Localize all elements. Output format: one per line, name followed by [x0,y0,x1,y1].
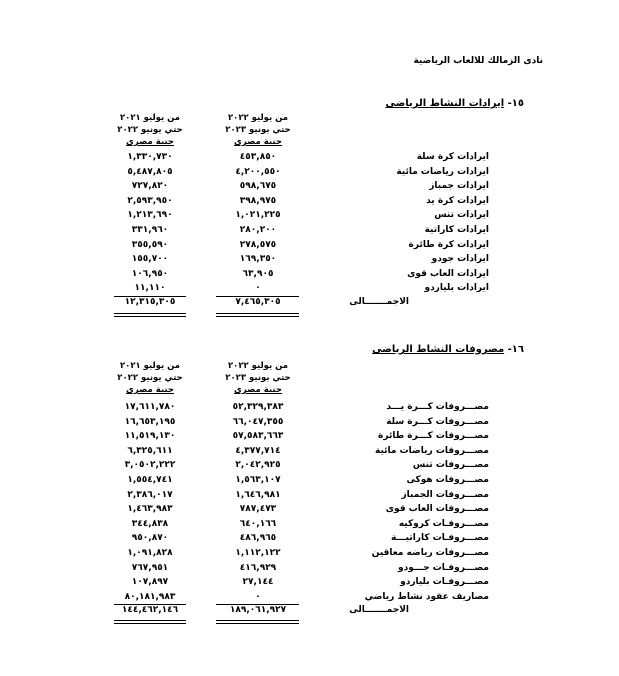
s15-total-current: ٧,٤٦٥,٣٠٥ [235,297,281,307]
section-15-number: ١٥- [507,98,524,109]
section-16-number: ١٦- [507,344,524,355]
s15-current-double-rule [216,313,299,317]
s16-prior-cell: ٩٥٠,٨٧٠ [131,533,169,544]
s15-current-header-line2: حتي يونيو ٢٠٢٣ [225,125,291,135]
s16-current-cell: ٥٢,٣٢٩,٣٨٣ [232,402,284,412]
s16-prior-cell: ٣٤٤,٨٣٨ [131,518,169,529]
s16-prior-cell: ١٠٧,٨٩٧ [131,577,169,588]
s16-prior-header-line2: حتي يونيو ٢٠٢٢ [117,373,183,383]
s16-row-label: مصاريف عقود نشاط رياضي [364,591,489,602]
s16-prior-cell: ٣,٠٥٠٢,٢٢٢ [124,460,176,471]
s15-current-cell: ٢٨٠,٢٠٠ [239,224,277,235]
s16-prior-cell: ٨٠,١٨١,٩٨٣ [124,591,176,602]
s16-row-label: مصـــروفات رياضه معاقين [371,547,489,558]
s16-total-current: ١٨٩,٠٦١,٩٢٧ [229,605,287,615]
s16-prior-cell: ١٦,٦٥٣,١٩٥ [124,416,176,427]
s15-current-cell: ٦٣,٩٠٥ [242,268,274,279]
s16-current-currency: جنية مصرى [234,385,282,395]
s16-current-cell: ٤١٦,٩٢٩ [239,562,277,573]
s15-current-cell: ١٦٩,٣٥٠ [239,254,277,265]
section-16-title [372,344,524,355]
s16-prior-double-rule [114,620,186,624]
s15-prior-cell: ١٥٥,٧٠٠ [131,254,169,265]
s15-total-label: الاجمـــــــالى [349,297,409,307]
s16-label-column [339,400,489,604]
s15-row-label: ايرادات جمباز [429,181,489,192]
s15-current-header [222,112,294,148]
s15-row-label: ايرادات رياضات مائية [396,166,489,177]
s15-prior-cell: ٥,٤٨٧,٨٠٥ [127,166,173,177]
s15-row-label: ايرادات تنس [434,210,489,221]
s16-prior-column [114,400,186,604]
s16-total-label: الاجمـــــــالى [349,605,409,615]
s15-row-label: ايرادات كرة يد [426,195,489,206]
s16-current-cell: ١,٦٤٦,٩٨١ [235,489,281,500]
s16-row-label: مصـــروفات كـــرة طائرة [378,431,489,442]
s15-label-column [339,150,489,296]
s16-prior-cell: ١,٤٦٣,٩٨٣ [127,504,173,515]
s16-current-header-line1: من يوليو ٢٠٢٢ [227,361,289,371]
s15-current-cell: ٣٩٨,٩٧٥ [239,195,277,206]
s15-current-header-line1: من يوليو ٢٠٢٢ [227,113,289,123]
s16-row-label: مصـــروفـات جـــودو [398,562,489,573]
s16-current-cell: ٢,٠٤٢,٩٢٥ [235,460,281,471]
s15-row-label: ايرادات جودو [431,254,489,265]
s16-row-label: مصـــروفات كـــرة سلة [386,416,489,427]
section-15-title-text: ايرادات النشاط الرياضى [385,98,505,109]
section-16-title-text: مصروفات النشاط الرياضى [372,344,505,355]
s15-row-label: ايرادات بلياردو [424,283,489,294]
s15-prior-header-line2: حتي يونيو ٢٠٢٢ [117,125,183,135]
club-name: نادى الزمالك للالعاب الرياضية [413,56,543,66]
s15-current-cell: ٠ [255,283,261,294]
s15-prior-column [114,150,186,296]
s15-row-label: ايرادات كرة طائرة [408,239,489,250]
s16-prior-cell: ١٧,٦١١,٧٨٠ [124,402,176,412]
s16-current-cell: ٢٧,١٤٤ [242,577,274,588]
s16-row-label: مصـــروفـات كروكيه [398,518,489,529]
s16-current-column [222,400,294,604]
s16-row-label: مصـــروفات هوكى [406,474,489,485]
s16-current-cell: ٦٦,٠٤٧,٣٥٥ [232,416,284,427]
s15-current-column [222,150,294,296]
s16-prior-cell: ٦,٣٢٥,٦١١ [127,445,173,456]
s16-current-double-rule [216,620,299,624]
s15-prior-header-line1: من يوليو ٢٠٢١ [119,113,181,123]
s15-prior-cell: ٧٢٧,٨٢٠ [131,181,169,192]
s16-row-label: مصـــروفات تنس [412,460,489,471]
s15-prior-cell: ١٠٦,٩٥٠ [131,268,169,279]
s16-prior-header-line1: من يوليو ٢٠٢١ [119,361,181,371]
s15-current-currency: جنية مصرى [234,137,282,147]
s16-prior-currency: جنية مصرى [126,385,174,395]
s16-prior-cell: ٧٦٧,٩٥١ [131,562,169,573]
s16-current-header-line2: حتي يونيو ٢٠٢٣ [225,373,291,383]
s15-total-prior: ١٢,٣١٥,٣٠٥ [124,297,176,307]
s15-prior-double-rule [114,313,186,317]
s15-prior-header [114,112,186,148]
s16-row-label: مصـــروفـات بلياردو [400,577,489,588]
s16-row-label: مصـــروفـات كاراتيـــة [390,533,489,544]
s15-current-cell: ٥٩٨,٦٧٥ [239,181,277,192]
s16-prior-cell: ١,٥٥٤,٧٤١ [127,474,173,485]
s15-prior-cell: ٣٥٥,٥٩٠ [131,239,169,250]
section-15-title [385,98,524,109]
s15-prior-cell: ٢,٥٩٣,٩٥٠ [127,195,173,206]
s16-current-cell: ٤,٣٧٧,٧١٤ [235,445,281,456]
s15-prior-cell: ١,٢١٣,٦٩٠ [127,210,173,221]
s15-current-cell: ٤,٢٠٠,٥٥٠ [235,166,281,177]
s16-row-label: مصـــروفات العاب قوى [385,504,489,515]
s16-current-cell: ٥٧,٥٨٣,٦٦٣ [232,431,284,442]
s16-prior-header [114,360,186,396]
s16-prior-cell: ٢,٣٨٦,٠١٧ [127,489,173,500]
s16-total-prior: ١٤٤,٤٦٢,١٤٦ [121,605,179,615]
s15-prior-cell: ١١,١١٠ [134,283,166,294]
s15-row-label: ايرادات العاب قوى [407,268,489,279]
s16-current-cell: ٦٤٠,١٦٦ [239,518,277,529]
s16-prior-cell: ١,٠٩١,٨٢٨ [127,547,173,558]
s16-current-header [222,360,294,396]
s16-current-cell: ٤٨٦,٩٦٥ [239,533,277,544]
s15-current-cell: ١,٠٢١,٢٢٥ [235,210,281,221]
s16-row-label: مصـــروفات كـــرة يـــد [386,402,489,412]
s15-prior-currency: جنية مصرى [126,137,174,147]
s16-row-label: مصـــروفات الجمباز [401,489,489,500]
s16-row-label: مصـــروفات رياضات مائية [375,445,489,456]
s16-current-cell: ١,٥٦٣,١٠٧ [235,474,281,485]
s15-current-cell: ٤٥٣,٨٥٠ [239,152,277,162]
s15-prior-cell: ٣٣١,٩٦٠ [131,224,169,235]
s16-current-cell: ٧٨٧,٤٧٣ [239,504,277,515]
s16-current-cell: ٠ [255,591,261,602]
s16-current-cell: ١,١١٢,١٢٢ [235,547,281,558]
s15-current-cell: ٢٧٨,٥٧٥ [239,239,277,250]
s16-prior-cell: ١١,٥١٩,١٣٠ [124,431,176,442]
s15-row-label: ايرادات كرة سلة [416,152,489,162]
s15-prior-cell: ١,٣٣٠,٧٣٠ [127,152,173,162]
s15-row-label: ايرادات كاراتية [424,224,489,235]
